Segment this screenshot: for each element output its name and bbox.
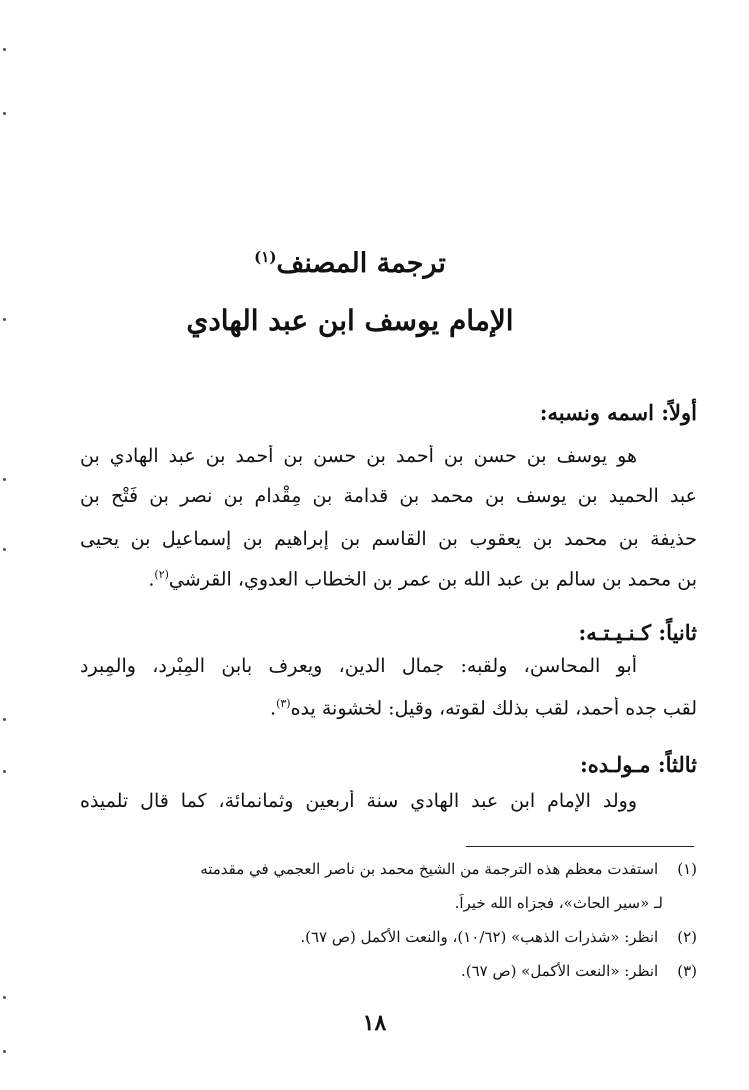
paragraph-text: بن محمد بن سالم بن عبد الله بن عمر بن الخطاب العدوي، القرشي — [168, 568, 697, 591]
footnote-text: انظر: «شذرات الذهب» (١٠/٦٢)، والنعت الأكمل (ص ٦٧). — [300, 928, 659, 946]
sentence-end: . — [148, 568, 155, 591]
footnote-marker: (٣) — [276, 697, 291, 710]
scan-speck — [3, 548, 6, 551]
scan-speck — [3, 770, 6, 773]
footnote-number: (١) — [677, 860, 697, 878]
footnote-1-continuation: لـ «سير الحاث»، فجزاه الله خيراً. — [454, 894, 663, 912]
footnote-number: (٢) — [677, 928, 697, 946]
footnote-separator — [466, 846, 694, 847]
footnote-marker: (٢) — [154, 568, 169, 581]
scan-speck — [3, 1050, 6, 1053]
paragraph-line: وولد الإمام ابن عبد الهادي سنة أربعين وثمانمائة، كما قال تلميذه — [80, 790, 637, 812]
paragraph-line-last — [80, 568, 697, 590]
page-number: ١٨ — [362, 1010, 387, 1036]
paragraph-line: أبو المحاسن، ولقبه: جمال الدين، ويعرف بابن المِبْرد، والمِبرد — [80, 655, 637, 677]
page-title — [150, 248, 550, 279]
footnote-3 — [80, 962, 697, 980]
footnote-text: استفدت معظم هذه الترجمة من الشيخ محمد بن ناصر العجمي في مقدمته — [200, 860, 659, 878]
footnote-number: (٣) — [677, 962, 697, 980]
footnote-2 — [80, 928, 697, 946]
scan-speck — [3, 718, 6, 721]
footnote-marker: (١) — [254, 248, 277, 266]
paragraph-line-last — [80, 697, 697, 719]
title-text: ترجمة المصنف — [276, 248, 446, 279]
paragraph-line: هو يوسف بن حسن بن أحمد بن حسن بن أحمد بن عبد الهادي بن — [80, 445, 637, 467]
scan-speck — [3, 478, 6, 481]
scan-speck — [3, 996, 6, 999]
section-heading-kunya: ثانياً: كـنـيـتـه: — [578, 620, 697, 645]
scan-speck — [3, 112, 6, 115]
paragraph-text: لقب جده أحمد، لقب بذلك لقوته، وقيل: لخشونة يده — [290, 697, 697, 720]
section-heading-birth: ثالثاً: مـولـده: — [579, 752, 697, 777]
footnote-text: انظر: «النعت الأكمل» (ص ٦٧). — [460, 962, 659, 980]
section-heading-name: أولاً: اسمه ونسبه: — [539, 400, 697, 425]
footnote-1 — [80, 860, 697, 878]
scan-speck — [3, 318, 6, 321]
paragraph-line: عبد الحميد بن يوسف بن محمد بن قدامة بن مِقْدام بن نصر بن فَتْح بن — [80, 485, 697, 507]
paragraph-line: حذيفة بن محمد بن يعقوب بن القاسم بن إبراهيم بن إسماعيل بن يحيى — [80, 528, 697, 550]
sentence-end: . — [270, 697, 277, 720]
scan-speck — [3, 48, 6, 51]
page-subtitle: الإمام يوسف ابن عبد الهادي — [186, 304, 514, 337]
